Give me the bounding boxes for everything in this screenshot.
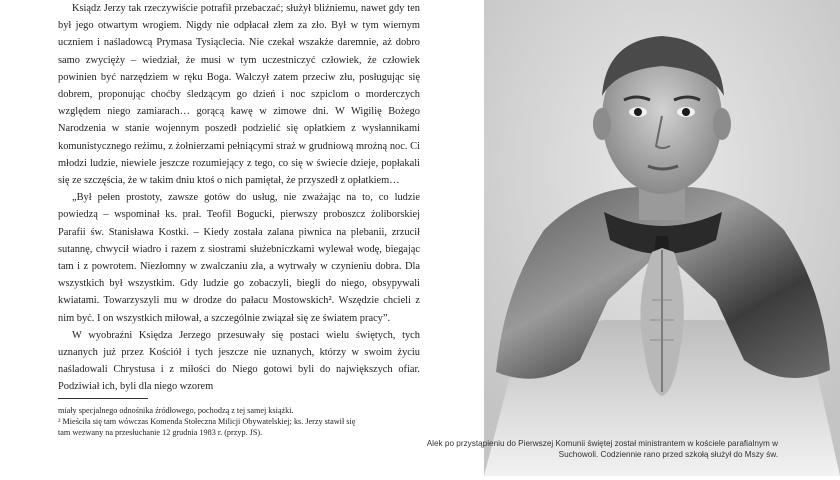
footnote: ² Mieściła się tam wówczas Komenda Stołeczna Milicji Obywatelskiej; ks. Jerzy stawił się tam wezwany na przesłuchanie 12 grudnia 1983 r. (przyp. JS).: [58, 417, 356, 437]
paragraph: „Był pełen prostoty, zawsze gotów do usług, nie zważając na to, co ludzie powiedzą – wspominał ks. prał. Teofil Bogucki, pierwszy proboszcz żoliborskiej Parafii św. Stanisława Kostki. – Kiedy została zalana piwnica na plebanii, zrzucił sutannę, chwycił wiadro i razem z siostrami służebniczkami wylewał wodę, biegając tam i z powrotem. Niezłomny w zwalczaniu zła, a wytrwały w czynieniu dobra. Dla wszystkich był wszystkim. Gdy ludzie go zobaczyli, biegli do niego, obsypywali kwiatami. Towarzyszyli mu w drodze do pałacu Mostowskich². Wszędzie chcieli z nim być. I on wszystkich miłował, a szczególnie związał się ze światem pracy”.: [58, 192, 420, 324]
altar-boy-photo: [484, 0, 840, 476]
body-text: [58, 0, 420, 396]
paragraph: Ksiądz Jerzy tak rzeczywiście potrafił przebaczać; służył bliźniemu, nawet gdy ten był jego otwartym wrogiem. Nigdy nie odpłacał złem za zło. Był w tym wiernym uczniem i naśladowcą Prymasa Tysiąclecia. Nie czekał wszakże daremnie, aż dobro samo zwycięży – wiedział, że musi w tym uczestniczyć człowiek, że człowiek powinien być narzędziem w ręku Boga. Walczył zatem przeciw złu, posługując się dobrem, proponując choćby śledzącym go dzień i noc szpiclom o morderczych względem niego zamiarach… gorącą kawę w zimowe dni. W Wigilię Bożego Narodzenia w stanie wojennym poszedł podzielić się opłatkiem z wysłannikami komunistycznego reżimu, z żołnierzami pełniącymi straż w grudniową mroźną noc. Ci młodzi ludzie, niewiele jeszcze rozumiejący z tego, co się w świecie dzieje, popłakali się ze szczęścia, że w takim dniu ktoś o nich pamiętał, że przyszedł z opłatkiem…: [58, 3, 420, 187]
paragraph: W wyobraźni Księdza Jerzego przesuwały się postaci wielu świętych, tych uznanych już przez Kościół i tych jeszcze nie uznanych, którzy w swoim życiu naśladowali Chrystusa i z miłości do Niego gotowi byli do największych ofiar. Podziwiał ich, byli dla niego wzorem: [58, 329, 420, 393]
footnote: miały specjalnego odnośnika źródłowego, pochodzą z tej samej książki.: [58, 406, 294, 415]
photo-caption: Alek po przystąpieniu do Pierwszej Komunii świętej został ministrantem w kościele parafialnym w Suchowoli. Codziennie rano przed szkołą służył do Mszy św.: [426, 439, 778, 459]
footnote-divider: [58, 398, 148, 399]
footnotes: [58, 405, 358, 438]
